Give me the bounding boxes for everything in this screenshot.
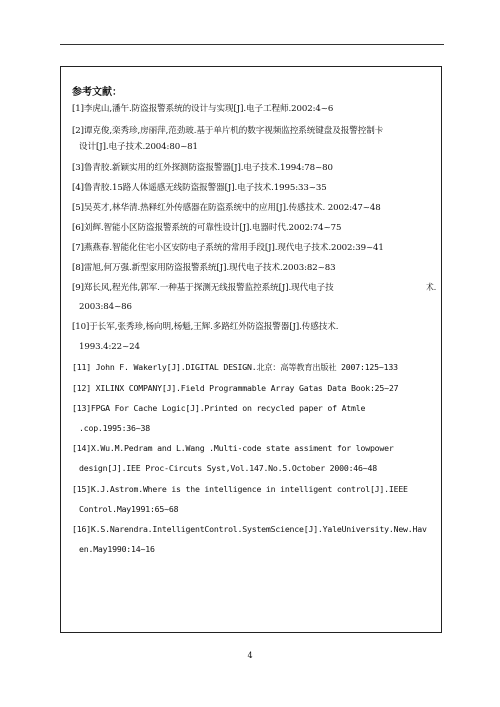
reference-15-line-2: Control.May1991:65~68 — [79, 504, 179, 514]
reference-16-line-1: [16]K.S.Narendra.IntelligentControl.SystemScience[J].YaleUniversity.New.Hav — [72, 524, 427, 534]
reference-9-line-1: [9]郑长风,程光伟,郭军.一种基于探测无线报警监控系统[J].现代电子技 — [72, 283, 334, 293]
reference-2-line-2: 设计[J].电子技术.2004:80~81 — [79, 142, 198, 152]
reference-1-line-1: [1]李虎山,潘午.防盗报警系统的设计与实现[J].电子工程师.2002:4~6 — [72, 104, 334, 114]
reference-13-line-1: [13]FPGA For Cache Logic[J].Printed on recycled paper of Atmle — [72, 403, 366, 413]
reference-6-line-1: [6]刘辉.智能小区防盗报警系统的可靠性设计[J].电器时代.2002:74~75 — [72, 223, 342, 233]
reference-12-line-1: [12] XILINX COMPANY[J].Field Programmable Array Gatas Data Book:25~27 — [72, 383, 399, 393]
reference-16-line-2: en.May1990:14~16 — [79, 544, 155, 554]
reference-11-line-1: [11] John F. Wakerly[J].DIGITAL DESIGN.北京：高等教育出版社 2007:125~133 — [72, 362, 398, 372]
reference-5-line-1: [5]吴英才,林华清.热释红外传感器在防盗系统中的应用[J].传感技术. 2002:47~48 — [72, 203, 381, 213]
reference-10-line-1: [10]于长军,张秀珍,杨向明,杨魁,王辉.多路红外防盗报警器[J].传感技术. — [72, 322, 339, 332]
reference-3-line-1: [3]鲁青胶.新颖实用的红外探测防盗报警器[J].电子技术.1994:78~80 — [72, 163, 333, 173]
header-rule — [60, 44, 444, 45]
reference-10-line-2: 1993.4:22~24 — [79, 342, 140, 352]
page-number: 4 — [247, 651, 253, 660]
reference-9-line-2: 2003:84~86 — [79, 302, 132, 312]
reference-13-line-2: .cop.1995:36~38 — [79, 423, 150, 433]
reference-4-line-1: [4]鲁青胶.15路人体遥感无线防盗报警器[J].电子技术.1995:33~35 — [72, 183, 327, 193]
reference-8-line-1: [8]雷旭,何万强.新型家用防盗报警系统[J].现代电子技术.2003:82~83 — [72, 263, 336, 273]
reference-9-tail: 术. — [426, 283, 437, 293]
reference-7-line-1: [7]燕燕春.智能化住宅小区安防电子系统的常用手段[J].现代电子技术.2002:39~41 — [72, 243, 384, 253]
reference-14-line-1: [14]X.Wu.M.Pedram and L.Wang .Multi-code state assiment for lowpower — [72, 443, 394, 453]
reference-2-line-1: [2]谭克俊,栾秀珍,房丽萍,范劲玻.基于单片机的数字视频监控系统键盘及报警控制卡 — [72, 126, 384, 136]
reference-15-line-1: [15]K.J.Astrom.Where is the intelligence in intelligent control[J].IEEE — [72, 484, 408, 494]
references-heading: 参考文献： — [72, 87, 122, 98]
reference-14-line-2: design[J].IEE Proc-Circuts Syst,Vol.147.No.5.October 2000:46~48 — [79, 463, 377, 473]
